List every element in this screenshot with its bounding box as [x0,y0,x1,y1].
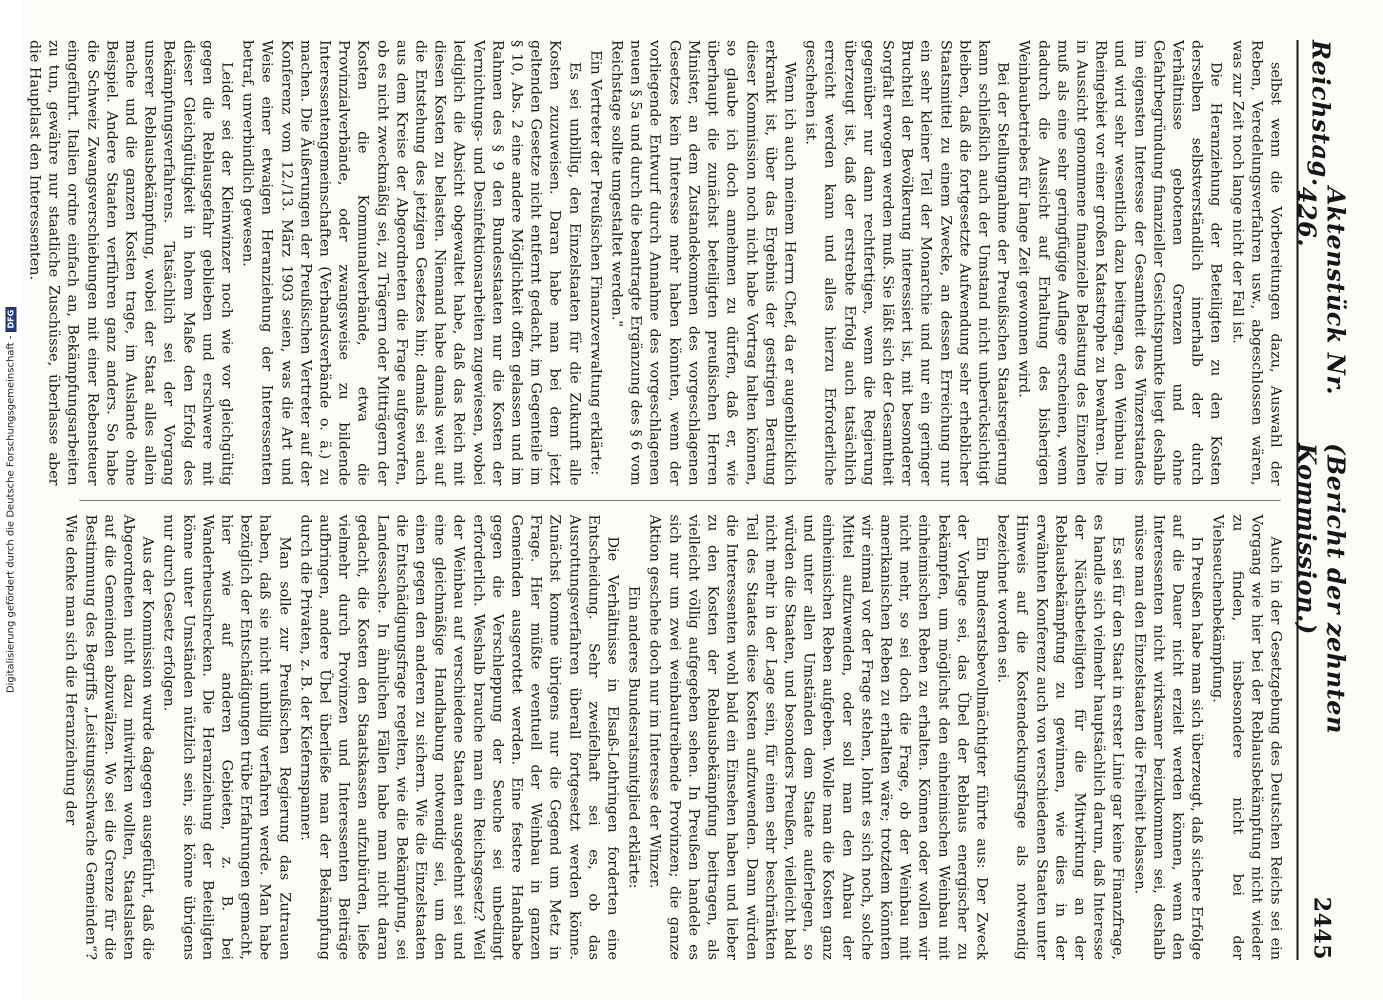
digitization-note-text: Digitalisierung gefördert durch die Deutsche Forschungsgemeinschaft - [5,335,17,694]
paragraph-heading: Ein Vertreter der Preußischen Finanzverwaltung erklärte: [587,50,604,476]
rotated-page-content [26,40,1351,960]
paragraph: Die Heranziehung der Beteiligten zu den Kosten derselben selbstverständlich innerhalb der durch Verhältnisse gebotenen Grenzen und ohne Gefahrbegründung finanzieller Gesichtspunkte liegt deshalb im eigensten Interesse der Gesamtheit des Winzerstandes und wird sehr wesentlich dazu beitragen, den Weinbau im Rheingebiet vor einer großen Katastrophe zu bewahren. Die in Aussicht genommene finanzielle Belastung des Einzelnen muß als eine sehr geringfügige Auflage erscheinen, wenn dadurch die Aussicht auf Erhaltung des bisherigen Weinbaubetriebes für lange Zeit gewonnen wird. [1015,40,1224,486]
page-header [1292,40,1351,960]
paragraph: Auch in der Gesetzgebung des Deutschen Reichs sei ein Vorgang wie hier bei der Reblausbekämpfung nicht wieder zu finden, insbesondere nicht bei der Viehseuchenbekämpfung. [1209,514,1284,960]
column-right [62,514,1285,961]
header-report-title: (Bericht der zehnten Kommission.) [1292,443,1351,734]
paragraph-heading: Ein anderes Bundesratsmitglied erklärte: [625,585,642,889]
header-reichstag: Reichstag. [1307,40,1336,187]
paragraph: Aus der Kommission wurde dagegen ausgeführt, daß die Abgeordneten nicht dazu mitwirken wollten, Staatslasten auf die Gemeinden abzuwälzen. Wo sei die Grenze für die Bestimmung des Begriffs „Leistungsschwache Gemeinden“? Wie denke man sich die Heranziehung der [62,514,156,960]
paragraph: Es sei für den Staat in erster Linie gar keine Finanzfrage, es handle sich vielmehr hauptsächlich darum, daß Interesse der Nächstbeteiligten für die Mitwirkung an der Reblausbekämpfung zu gewinnen, wie dies in der erwähnten Konferenz auch von verschiedenen Staaten unter Hinweis auf die Kostendeckungsfrage als notwendig bezeichnet worden sei. [994,514,1126,960]
column-left [26,40,1285,486]
paragraph: Es sei unbillig, den Einzelstaaten für die Zukunft alle Kosten zuzuweisen. Daran habe man bei dem jetzt geltenden Gesetze nicht entfernt gedacht, im Gegenteile im § 10, Abs. 2 eine andere Möglichkeit offen gelassen und im Rahmen des § 9 den Bundesstaaten nur die Kosten der Vernichtungs- und Desinfektionsarbeiten zugewiesen, wobei lediglich die Absicht obgewaltet habe, daß das Reich mit diesen Kosten zu belasten. Niemand habe damals weit auf die Entstehung des jetzigen Gesetzes hin; damals sei auch aus dem Kreise der Abgeordneten die Frage aufgeworfen, ob es nicht zweckmäßig sei, zu Trägern oder Mitträgern der Kosten die Kommunalverbände, etwa die Provinzialverbände, oder zwangsweise zu bildende Interessentengemeinschaften (Verbandsverbände o. ä.) zu machen. Die Äußerungen der Preußischen Vertreter auf der Konferenz vom 12./13. März 1903 seien, was die Art und Weise einer etwaigen Heranziehung der Interessenten betraf, unverbindlich gewesen. [239,40,583,486]
dfg-logo: DFG [6,307,17,332]
paragraph: Ein Bundesratsbevollmächtigter führte aus: Der Zweck der Vorlage sei, das Übel der Reblaus energischer zu bekämpfen, um möglichst den einheimischen Weinbau mit einheimischen Reben zu erhalten. Können oder wollen wir nicht mehr, so sei doch die Frage, ob der Weinbau mit amerikanischen Reben zu erhalten wäre; trotzdem könnten wir einmal vor der Frage stehen, lohnt es sich noch, solche Mittel aufzuwenden, oder soll man den Anbau der einheimischen Reben aufgeben. Wolle man die Kosten ganz und unter allen Umständen dem Staate auferlegen, so würden die Staaten, und besonders Preußen, vielleicht bald nicht mehr in der Lage sein, für einen sehr beschränkten Teil des Staates diese Kosten aufzuwenden. Dann würden die Interessenten wohl bald ein Einsehen haben und lieber zu den Kosten der Reblausbekämpfung beitragen, als vielleicht völlig aufgegeben sehen. In Preußen handele es sich nur um zwei weinbautreibende Provinzen; die ganze Aktion geschehe doch nur im Interesse der Winzer. [647,514,990,960]
paragraph: selbst wenn die Vorbereitungen dazu, Auswahl der Reben, Veredelungsverfahren usw., abgeschlossen wären, was zur Zeit noch lange nicht der Fall ist. [1229,40,1284,486]
paragraph: In Preußen habe man sich überzeugt, daß sichere Erfolge auf die Dauer nicht erzielt werden können, wenn den Interessenten nicht wirksamer beizukommen sei, deshalb müsse man den Einzelstaaten die Freiheit belassen. [1131,514,1205,960]
column-divider [80,500,1281,501]
digitization-strip [0,0,22,1000]
page-number: 2445 [1308,896,1335,960]
header-document-number: Aktenstück Nr. 426. [1292,186,1351,396]
paragraph: Wenn ich auch meinem Herrn Chef, da er augenblicklich erkrankt ist, über das Ergebnis der gestrigen Beratung dieser Kommission noch nicht habe Vortrag halten können, so glaube ich doch annehmen zu dürfen, daß er, wie überhaupt die zunächst beteiligten preußischen Herren Minister, an dem Zustandekommen des vorgeschlagenen Gesetzes kein Interesse mehr haben könnten, wenn der vorliegende Entwurf durch Annahme des vorgeschlagenen neuen § 5a und durch die beantragte Ergänzung des § 6 vom Reichstage sollte umgestaltet werden." [608,40,798,486]
paragraph: Die Verhältnisse in Elsaß-Lothringen forderten eine Entscheidung. Sehr zweifelhaft sei es, ob das Ausrottungsverfahren überall fortgesetzt werden könne. Zunächst komme übrigens nur die Gegend um Metz in Frage. Hier müßte eventuell der Weinbau in ganzen Gemeinden ausgerottet werden. Eine festere Handhabe gegen die Verschleppung der Seuche sei unbedingt erforderlich. Weshalb brauche man ein Reichsgesetz? Weil der Weinbau auf verschiedene Staaten ausgedehnt sei und eine gleichmäßige Handhabung notwendig sei, um den einen gegen den anderen zu sichern. Wie die Einzelstaaten die Entschädigungsfrage regelten, wie die Bekämpfung, sei Landessache. In ähnlichen Fällen habe man nicht daran gedacht, die Kosten den Staatskassen aufzubürden, ließe vielmehr durch Provinzen und Interessenten Beiträge aufbringen, andere Übel überließe man der Bekämpfung durch die Privaten, z. B. der Kiefernspanner. [297,514,621,960]
text-columns [26,40,1285,960]
paragraph: Man solle zur Preußischen Regierung das Zutrauen haben, daß sie nicht unbillig verfahren werde. Man habe bezüglich der Entschädigungen trübe Erfahrungen gemacht, hier wie auf anderen Gebieten, z. B. bei Wanderheuschrecken. Die Heranziehung der Beteiligten könne unter Umständen nützlich sein, sie könne übrigens nur durch Gesetz erfolgen. [160,514,293,960]
paragraph: Leider sei der Kleinwinzer noch wie vor gleichgültig gegen die Reblausgefahr geblieben und erschwere mit dieser Gleichgültigkeit in hohem Maße den Erfolg des Bekämpfungsverfahrens. Tatsächlich sei der Vorgang unserer Reblausbekämpfung, wobei der Staat alles allein mache und die ganzen Kosten trage, im Auslande ohne Beispiel. Andere Staaten verführen ganz anders. So habe die Schweiz Zwangsverschiebungen mit einer Rebensteuer eingeführt. Italien ordne einfach an, Bekämpfungsarbeiten zu tun, gewähre nur staatliche Zuschüsse, überlasse aber die Hauptlast den Interessenten. [26,40,235,486]
paragraph: Bei der Stellungnahme der Preußischen Staatsregierung kann schließlich auch der Umstand nicht unberücksichtigt bleiben, daß die fortgesetzte Aufwendung sehr erheblicher Staatsmittel zu einem Zwecke, an dessen Erreichung nur ein sehr kleiner Teil der Monarchie und nur ein geringer Bruchteil der Bevölkerung interessiert ist, mit besonderer Sorgfalt erwogen werden muß. Sie läßt sich der Gesamtheit gegenüber nur dann rechtfertigen, wenn die Regierung überzeugt ist, daß der erstrebte Erfolg auch tatsächlich erreicht werden kann und alles hierzu Erforderliche geschehen ist. [802,40,1011,486]
digitization-note [6,10,17,990]
